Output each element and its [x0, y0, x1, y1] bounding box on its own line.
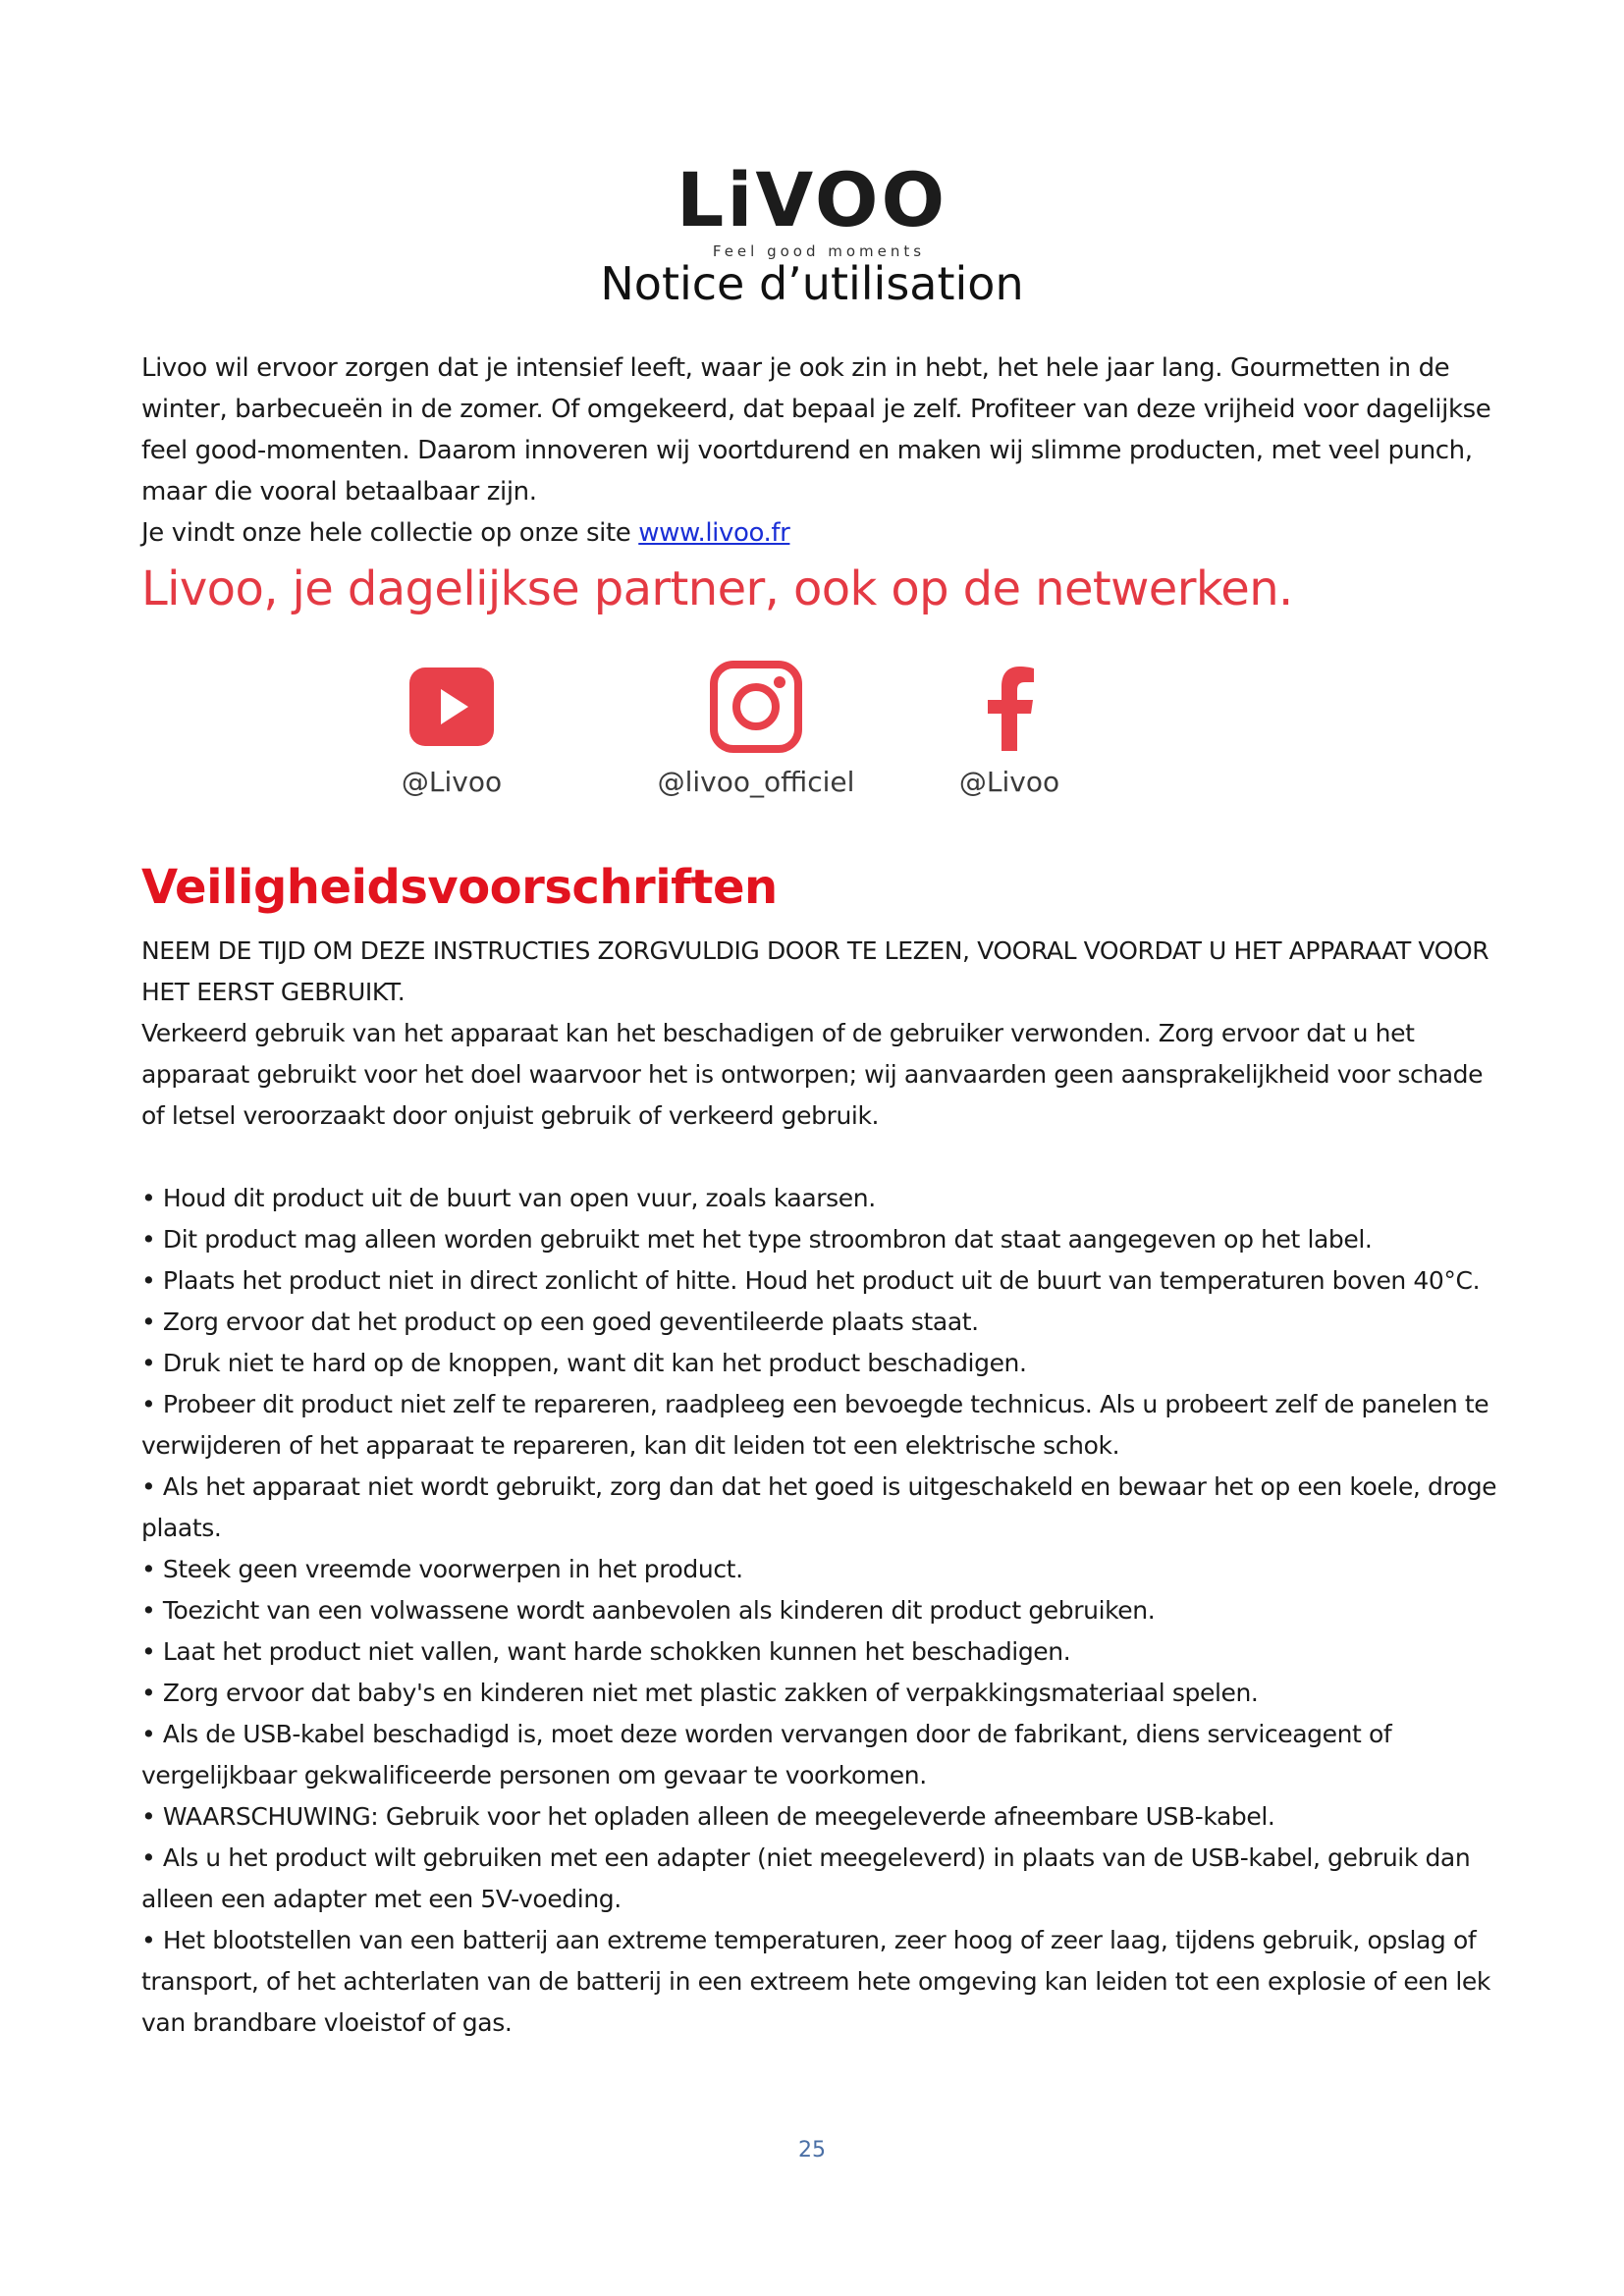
- social-instagram[interactable]: [638, 658, 874, 798]
- social-handle: @livoo_officiel: [657, 766, 855, 798]
- safety-body: [141, 931, 1502, 2044]
- safety-list: [141, 1178, 1502, 2044]
- safety-item: • Steek geen vreemde voorwerpen in het product.: [141, 1555, 743, 1583]
- social-facebook[interactable]: [892, 658, 1127, 798]
- safety-item: • Laat het product niet vallen, want harde schokken kunnen het beschadigen.: [141, 1637, 1071, 1666]
- safety-item: • Als u het product wilt gebruiken met een adapter (niet meegeleverd) in plaats van de USB-kabel, gebruik dan alleen een adapter met een 5V-voeding.: [141, 1843, 1471, 1913]
- instagram-icon[interactable]: [709, 660, 803, 754]
- brand-tagline: Feel good moments: [712, 242, 926, 260]
- safety-item: • Dit product mag alleen worden gebruikt met het type stroombron dat staat aangegeven op het label.: [141, 1225, 1373, 1254]
- safety-item: • Druk niet te hard op de knoppen, want dit kan het product beschadigen.: [141, 1349, 1027, 1377]
- section-title: Veiligheidsvoorschriften: [141, 860, 778, 915]
- intro-paragraph: Livoo wil ervoor zorgen dat je intensief leeft, waar je ook zin in hebt, het hele jaar lang. Gourmetten in de winter, barbecueën in de zomer. Of omgekeerd, dat bepaal je zelf. Profiteer van deze vrijheid voor dagelijkse feel good-momenten. Daarom innoveren wij voortdurend en maken wij slimme producten, met veel punch, maar die vooral betaalbaar zijn.: [141, 353, 1491, 507]
- safety-item: • Probeer dit product niet zelf te repareren, raadpleeg een bevoegde technicus. Als u probeert zelf de panelen te verwijderen of het apparaat te repareren, kan dit leiden tot een elektrische schok.: [141, 1390, 1489, 1460]
- safety-item: • Toezicht van een volwassene wordt aanbevolen als kinderen dit product gebruiken.: [141, 1596, 1156, 1625]
- page-title: Notice d’utilisation: [600, 257, 1024, 310]
- safety-item: • WAARSCHUWING: Gebruik voor het opladen alleen de meegeleverde afneembare USB-kabel.: [141, 1802, 1275, 1831]
- spacer: [141, 1137, 1502, 1178]
- site-line: [141, 512, 1496, 554]
- social-handle: @Livoo: [958, 766, 1060, 798]
- safety-item: • Plaats het product niet in direct zonlicht of hitte. Houd het product uit de buurt van temperaturen boven 40°C.: [141, 1266, 1481, 1295]
- brand-name: LiVOO: [676, 156, 948, 243]
- page-number: 25: [798, 2138, 826, 2163]
- safety-item: • Het blootstellen van een batterij aan extreme temperaturen, zeer hoog of zeer laag, tijdens gebruik, opslag of transport, of het achterlaten van de batterij in een extreem hete omgeving kan leiden tot een explosie of een lek van brandbare vloeistof of gas.: [141, 1926, 1490, 2037]
- safety-item: • Zorg ervoor dat het product op een goed geventileerde plaats staat.: [141, 1308, 979, 1336]
- safety-intro: Verkeerd gebruik van het apparaat kan het beschadigen of de gebruiker verwonden. Zorg ervoor dat u het apparaat gebruikt voor het doel waarvoor het is ontworpen; wij aanvaarden geen aansprakelijkheid voor schade of letsel veroorzaakt door onjuist gebruik of verkeerd gebruik.: [141, 1019, 1484, 1130]
- facebook-icon[interactable]: [980, 663, 1039, 751]
- safety-item: • Als het apparaat niet wordt gebruikt, zorg dan dat het goed is uitgeschakeld en bewaar het op een koele, droge plaats.: [141, 1472, 1497, 1542]
- social-tagline: Livoo, je dagelijkse partner, ook op de netwerken.: [141, 561, 1293, 616]
- site-text: Je vindt onze hele collectie op onze site: [141, 518, 639, 548]
- social-handle: @Livoo: [401, 766, 503, 798]
- intro-section: [141, 347, 1496, 554]
- safety-item: • Houd dit product uit de buurt van open vuur, zoals kaarsen.: [141, 1184, 876, 1212]
- caps-notice: NEEM DE TIJD OM DEZE INSTRUCTIES ZORGVULDIG DOOR TE LEZEN, VOORAL VOORDAT U HET APPARAAT VOOR HET EERST GEBRUIKT.: [141, 936, 1489, 1006]
- brand-logo: [0, 156, 1624, 260]
- site-link[interactable]: www.livoo.fr: [638, 518, 790, 548]
- safety-item: • Zorg ervoor dat baby's en kinderen niet met plastic zakken of verpakkingsmateriaal spelen.: [141, 1679, 1259, 1707]
- social-youtube[interactable]: [334, 658, 569, 798]
- youtube-icon[interactable]: [407, 666, 496, 748]
- safety-item: • Als de USB-kabel beschadigd is, moet deze worden vervangen door de fabrikant, diens serviceagent of vergelijkbaar gekwalificeerde personen om gevaar te voorkomen.: [141, 1720, 1392, 1789]
